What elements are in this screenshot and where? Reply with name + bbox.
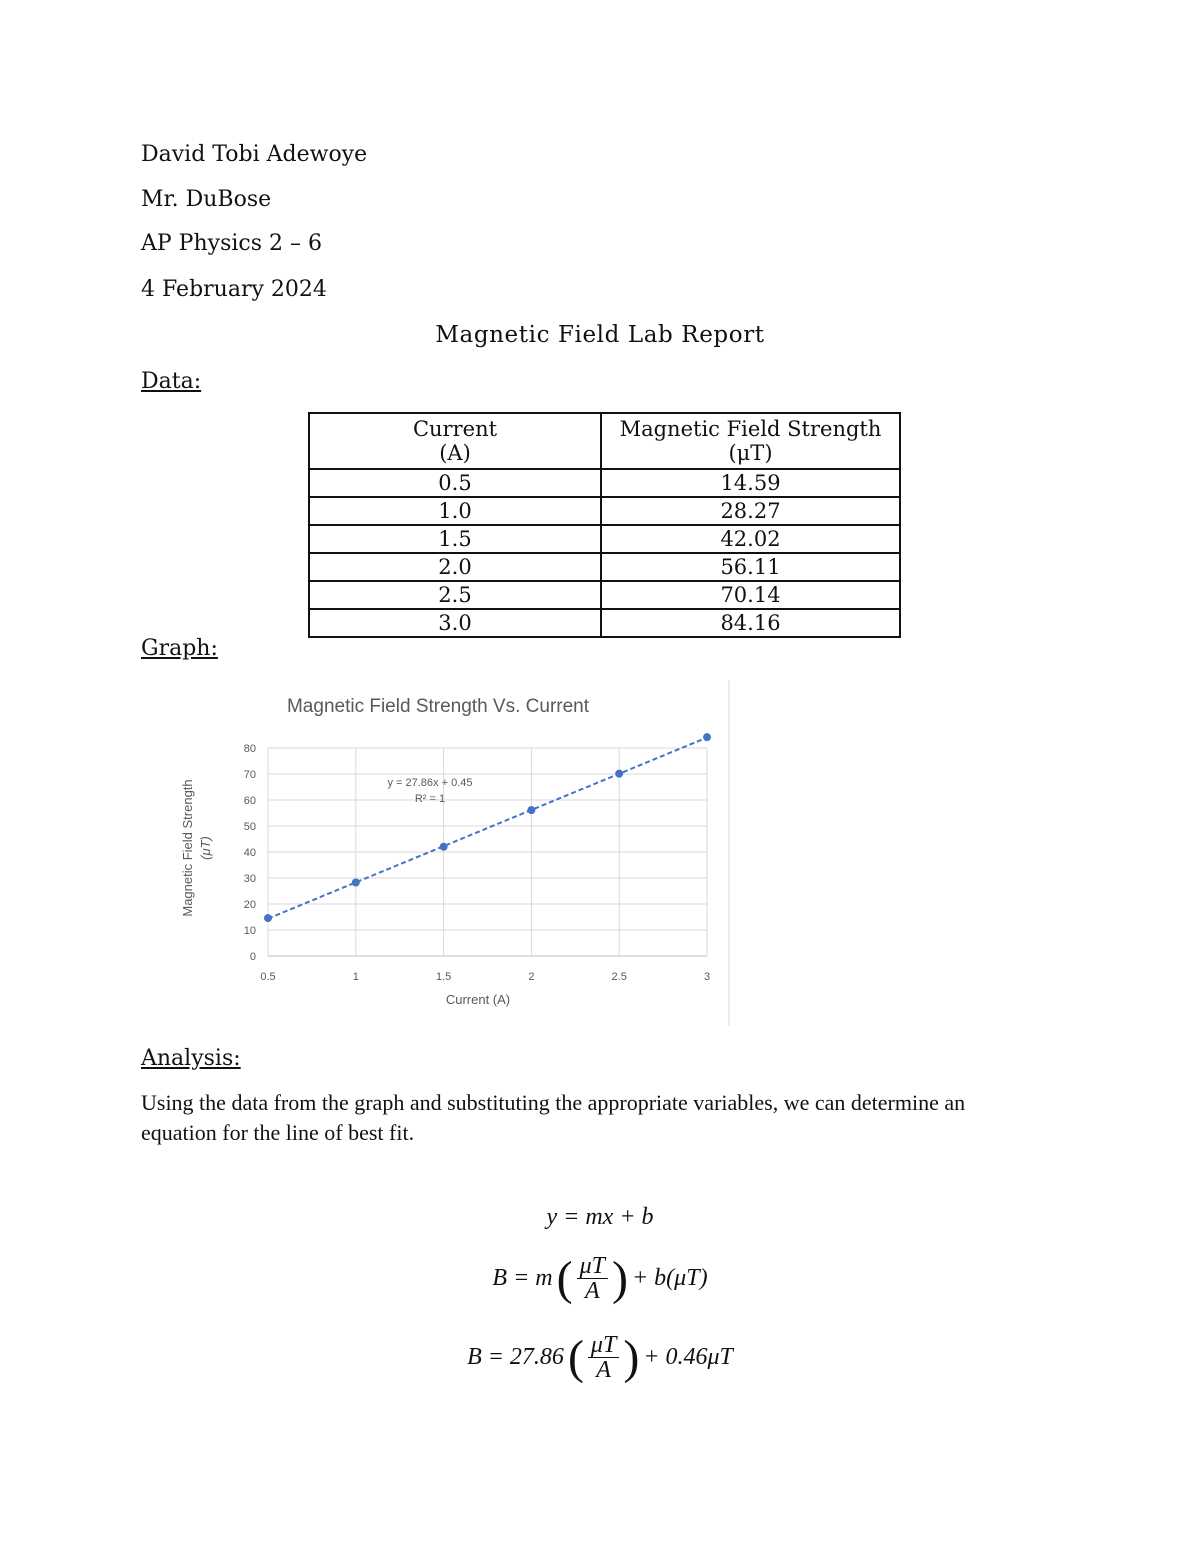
y-axis-label: Magnetic Field Strength: [180, 779, 195, 917]
eq3-left: B = 27.86: [467, 1344, 564, 1370]
current-header-label: Current: [412, 417, 498, 441]
data-point: [352, 878, 360, 886]
field-cell: 42.02: [601, 525, 900, 553]
current-cell: 1.5: [309, 525, 601, 553]
report-title: Magnetic Field Lab Report: [435, 322, 765, 348]
data-point: [264, 914, 272, 922]
y-tick-label: 10: [243, 925, 256, 937]
x-tick-label: 2.5: [611, 971, 627, 983]
data-point: [440, 843, 448, 851]
y-tick-label: 80: [243, 743, 256, 755]
current-cell: 2.0: [309, 553, 601, 581]
eq2-right: + b(μT): [631, 1265, 708, 1291]
author-name: David Tobi Adewoye: [141, 142, 368, 167]
current-cell: 0.5: [309, 469, 601, 497]
equation-general: [0, 1251, 1200, 1305]
graph-heading: Graph:: [141, 636, 218, 661]
report-date: 4 February 2024: [141, 277, 327, 302]
table-row: [309, 581, 900, 609]
x-tick-label: 1: [352, 971, 359, 983]
teacher-name: Mr. DuBose: [141, 187, 272, 212]
chart-title: Magnetic Field Strength Vs. Current: [286, 696, 590, 717]
y-tick-label: 60: [243, 795, 256, 807]
field-cell: 56.11: [601, 553, 900, 581]
table-header-row: [309, 413, 900, 469]
eq3-numerator: μT: [588, 1333, 619, 1358]
table-row: [309, 525, 900, 553]
data-table: [308, 412, 901, 638]
chart-container: [170, 680, 732, 1026]
table-row: [309, 553, 900, 581]
eq2-denominator: A: [584, 1278, 600, 1304]
trendline: [268, 738, 707, 919]
equation-linear: y = mx + b: [546, 1204, 654, 1230]
eq3-denominator: A: [596, 1357, 611, 1383]
data-point: [703, 733, 711, 741]
y-axis-unit: (μT): [198, 836, 213, 860]
field-header-unit: (μT): [728, 441, 773, 465]
table-row: [309, 469, 900, 497]
field-header-label: Magnetic Field Strength: [619, 417, 882, 441]
eq2-open-paren: (: [556, 1251, 573, 1305]
table-row: [309, 609, 900, 637]
y-tick-label: 50: [243, 821, 256, 833]
field-cell: 70.14: [601, 581, 900, 609]
magnetic-field-chart: [170, 680, 732, 1026]
data-point: [615, 770, 623, 778]
y-tick-label: 40: [243, 847, 256, 859]
eq3-right: + 0.46μT: [643, 1344, 733, 1370]
table-row: [309, 497, 900, 525]
eq3-open-paren: (: [567, 1330, 584, 1384]
y-tick-label: 0: [249, 951, 256, 963]
y-tick-label: 30: [243, 873, 256, 885]
x-axis-label: Current (A): [445, 992, 511, 1007]
x-tick-label: 3: [703, 971, 711, 983]
analysis-paragraph: Using the data from the graph and substituting the appropriate variables, we can determine an equation for the line of best fit.: [141, 1090, 966, 1145]
x-tick-label: 2: [528, 971, 535, 983]
y-tick-label: 20: [243, 899, 256, 911]
trendline-r-squared: R² = 1: [414, 793, 446, 805]
current-column-header: [309, 413, 601, 469]
current-cell: 3.0: [309, 609, 601, 637]
current-cell: 1.0: [309, 497, 601, 525]
eq2-close-paren: ): [612, 1251, 628, 1305]
eq2-fraction: [577, 1254, 608, 1303]
course-name: AP Physics 2 – 6: [141, 231, 322, 256]
equation-result: [0, 1330, 1200, 1384]
field-cell: 84.16: [601, 609, 900, 637]
current-header-unit: (A): [439, 441, 471, 465]
eq2-numerator: μT: [577, 1254, 608, 1279]
data-heading: Data:: [141, 369, 202, 394]
x-tick-label: 1.5: [435, 971, 452, 983]
eq3-close-paren: ): [623, 1330, 640, 1384]
current-cell: 2.5: [309, 581, 601, 609]
data-point: [527, 806, 535, 814]
x-tick-label: 0.5: [260, 971, 276, 983]
field-cell: 14.59: [601, 469, 900, 497]
field-column-header: [601, 413, 900, 469]
eq3-fraction: [588, 1333, 619, 1382]
trendline-equation: y = 27.86x + 0.45: [387, 777, 473, 789]
eq2-left: B = m: [492, 1265, 553, 1291]
y-tick-label: 70: [243, 769, 256, 781]
analysis-heading: Analysis:: [141, 1046, 241, 1071]
field-cell: 28.27: [601, 497, 900, 525]
